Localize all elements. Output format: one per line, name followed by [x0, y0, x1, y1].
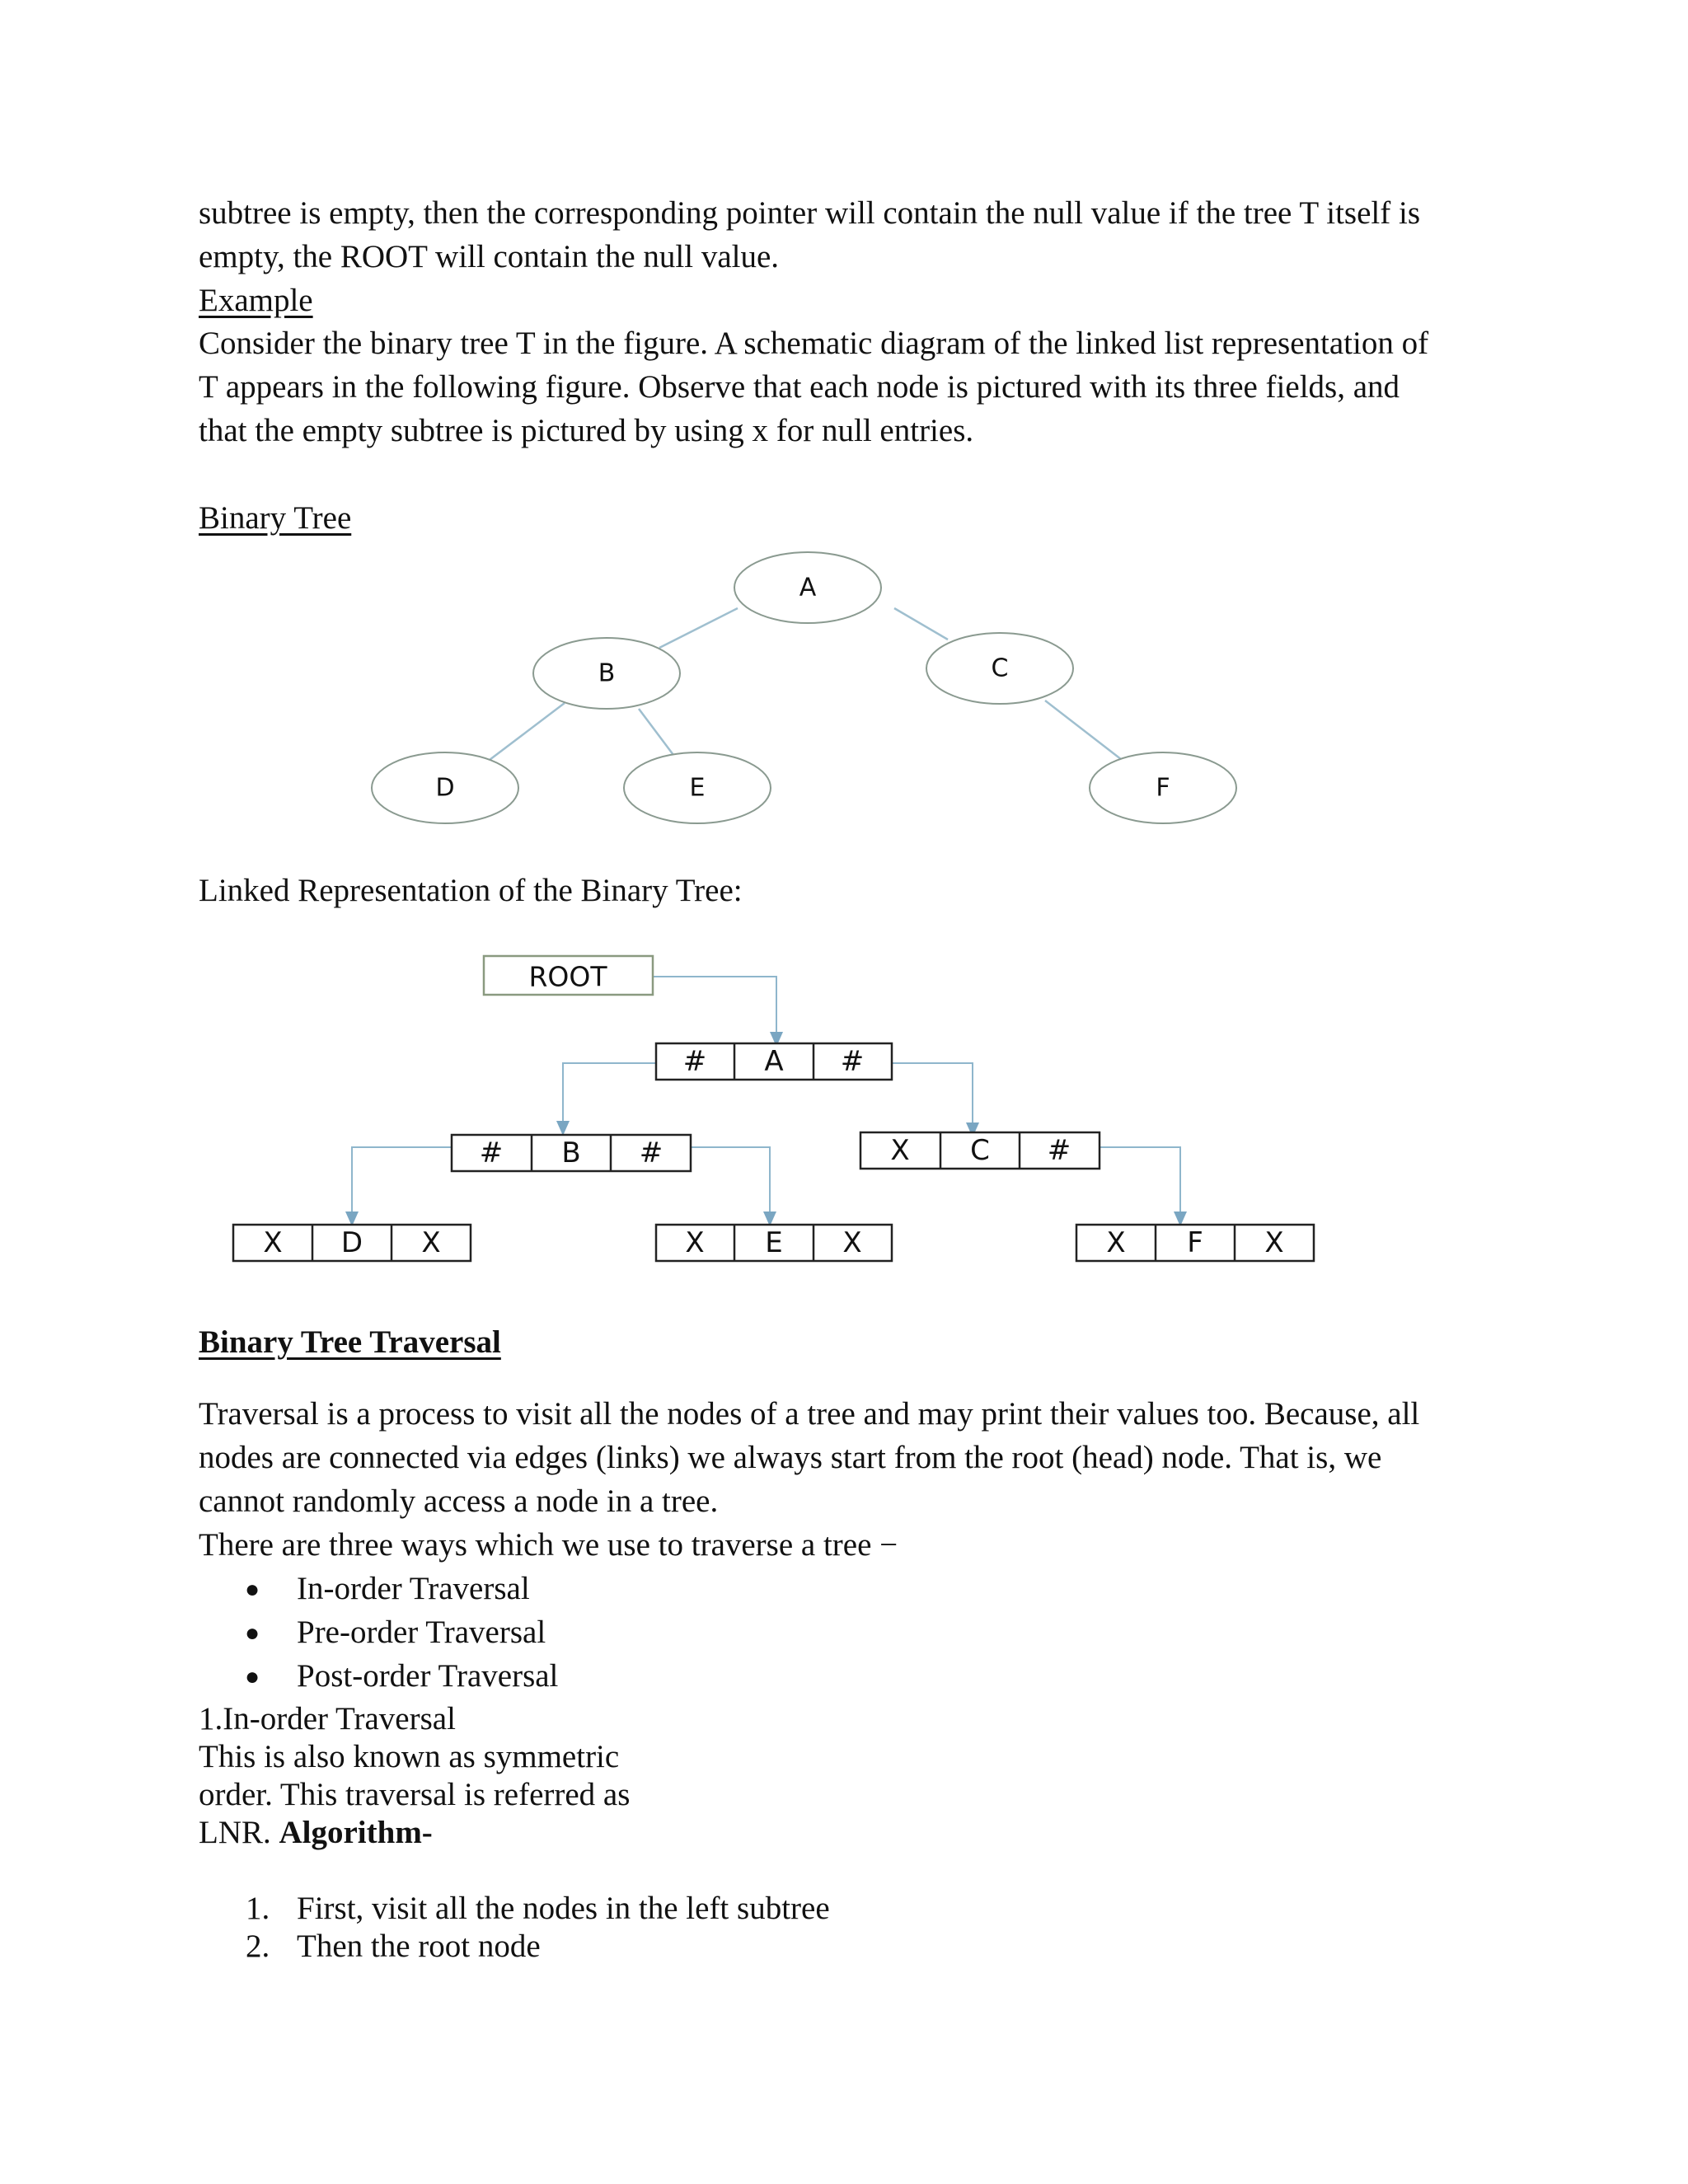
binary-tree-heading: Binary Tree [199, 500, 352, 536]
para3-line3: cannot randomly access a node in a tree. [199, 1483, 719, 1519]
linked-d-info: D [340, 1226, 363, 1259]
list-item: Pre-order Traversal [297, 1615, 546, 1650]
root-label: ROOT [528, 960, 607, 993]
linked-b-right: # [639, 1137, 663, 1169]
linked-b-left: # [479, 1137, 504, 1169]
linked-representation-heading: Linked Representation of the Binary Tree: [199, 873, 743, 908]
tree-node-c-label: C [991, 654, 1009, 683]
linked-c-left: X [890, 1134, 910, 1167]
para2-line3: that the empty subtree is pictured by using x for null entries. [199, 413, 974, 448]
inorder-line1: This is also known as symmetric [199, 1739, 620, 1774]
inorder-line3 [199, 1811, 433, 1854]
linked-a-right: # [840, 1045, 865, 1078]
c-right-pointer-arrow [1100, 1147, 1180, 1220]
traversal-heading: Binary Tree Traversal [199, 1324, 501, 1360]
linked-e-left: X [685, 1226, 705, 1259]
root-pointer-arrow [653, 977, 776, 1040]
a-right-pointer-arrow [892, 1063, 973, 1131]
b-left-pointer-arrow [352, 1147, 452, 1220]
step-text: First, visit all the nodes in the left subtree [297, 1891, 830, 1926]
inorder-line2: order. This traversal is referred as [199, 1777, 631, 1812]
para1-line2: empty, the ROOT will contain the null value. [199, 239, 780, 274]
linked-a-info: A [764, 1045, 784, 1078]
para1-line1: subtree is empty, then the corresponding pointer will contain the null value if the tree T itself is [199, 195, 1420, 231]
linked-d-right: X [421, 1226, 441, 1259]
linked-c-info: C [970, 1134, 990, 1167]
linked-e-right: X [842, 1226, 862, 1259]
linked-f-right: X [1264, 1226, 1284, 1259]
tree-node-d-label: D [435, 773, 455, 803]
linked-b-info: B [561, 1137, 581, 1169]
linked-e-info: E [765, 1226, 783, 1259]
step-number: 2. [246, 1929, 270, 1964]
bullet-marker: ● [245, 1576, 260, 1603]
linked-f-left: X [1106, 1226, 1126, 1259]
linked-d-left: X [263, 1226, 283, 1259]
linked-c-right: # [1047, 1134, 1071, 1167]
step-number: 1. [246, 1891, 270, 1926]
linked-a-left: # [682, 1045, 707, 1078]
list-item: Post-order Traversal [297, 1658, 559, 1694]
inorder-title: 1.In-order Traversal [199, 1701, 456, 1736]
algorithm-label: Algorithm- [279, 1815, 433, 1850]
step-text: Then the root node [297, 1929, 541, 1964]
tree-node-e-label: E [689, 773, 706, 803]
para3-line2: nodes are connected via edges (links) we always start from the root (head) node. That is, we [199, 1440, 1382, 1475]
para3-line4: There are three ways which we use to traverse a tree − [199, 1527, 898, 1563]
example-heading: Example [199, 283, 313, 318]
para2-line1: Consider the binary tree T in the figure. A schematic diagram of the linked list representation of [199, 326, 1429, 361]
a-left-pointer-arrow [563, 1063, 656, 1129]
bullet-marker: ● [245, 1619, 260, 1647]
tree-node-b-label: B [598, 658, 616, 688]
tree-node-a-label: A [799, 573, 817, 602]
bullet-marker: ● [245, 1663, 260, 1690]
linked-f-info: F [1187, 1226, 1203, 1259]
tree-node-f-label: F [1156, 773, 1170, 803]
para3-line1: Traversal is a process to visit all the nodes of a tree and may print their values too. Because, all [199, 1396, 1420, 1432]
para2-line2: T appears in the following figure. Observe that each node is pictured with its three fields, and [199, 369, 1400, 405]
list-item: In-order Traversal [297, 1571, 530, 1606]
inorder-lnr-text: LNR. [199, 1815, 279, 1850]
b-right-pointer-arrow [691, 1147, 770, 1220]
